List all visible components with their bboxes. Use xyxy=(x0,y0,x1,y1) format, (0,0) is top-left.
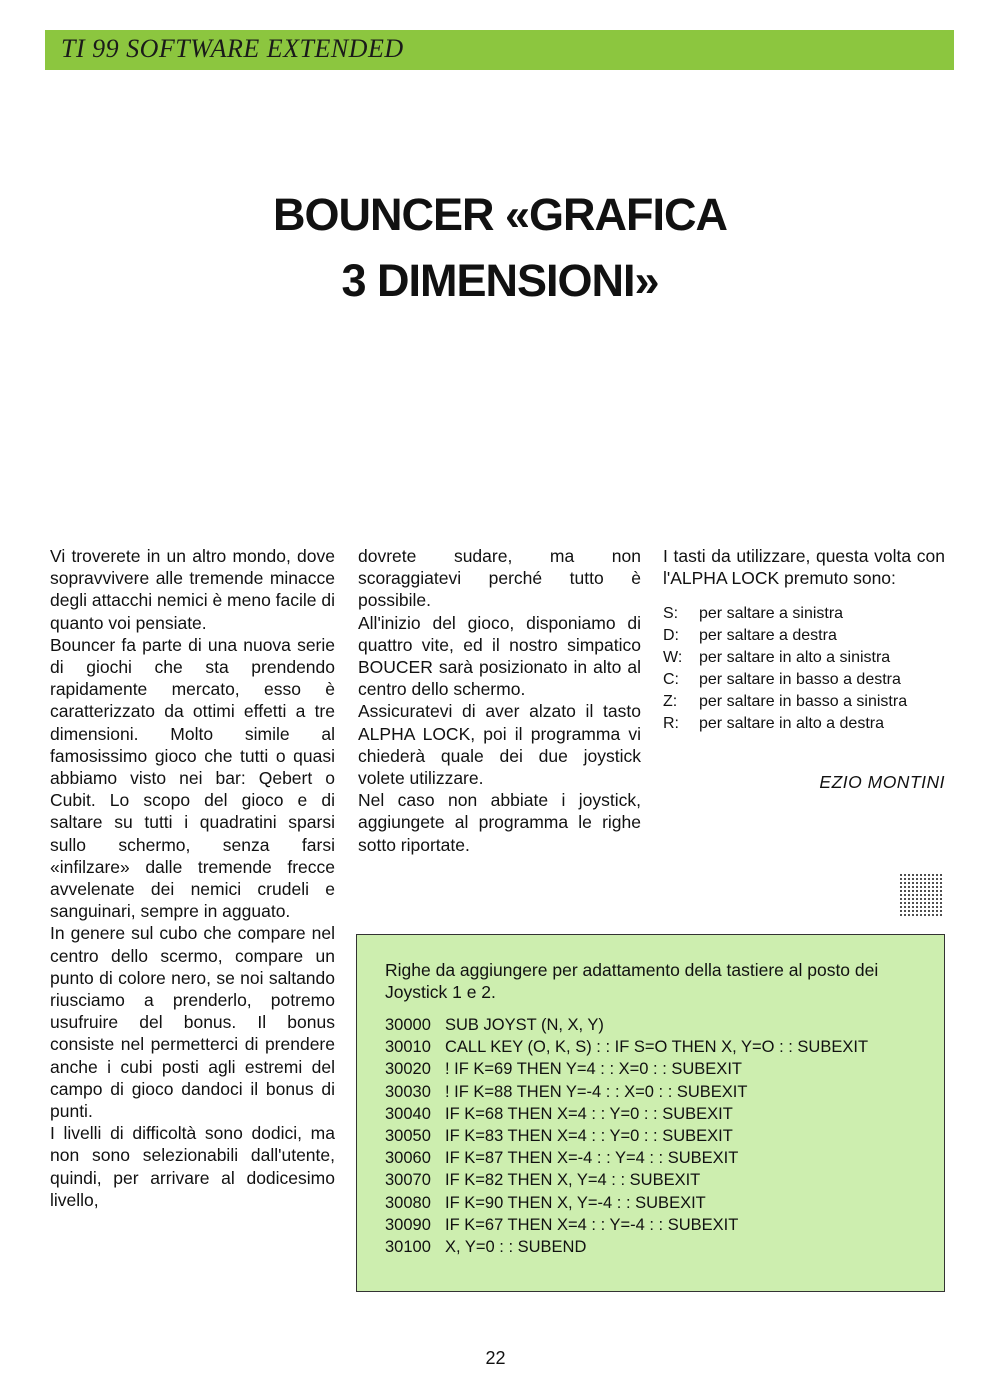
line-code: X, Y=0 : : SUBEND xyxy=(445,1238,587,1257)
key-label: D: xyxy=(663,627,679,645)
article-title-line-1: BOUNCER «GRAFICA xyxy=(272,189,728,240)
key-row xyxy=(663,647,945,669)
key-row xyxy=(663,691,945,713)
key-description: per saltare in alto a sinistra xyxy=(699,649,891,667)
paragraph: All'inizio del gioco, disponiamo di quattro vite, ed il nostro simpatico BOUCER sarà posizionato in alto al centro dello schermo. xyxy=(358,612,641,700)
line-number: 30040 xyxy=(385,1104,431,1123)
line-code: IF K=68 THEN X=4 : : Y=0 : : SUBEXIT xyxy=(445,1104,733,1123)
line-number: 30060 xyxy=(385,1149,431,1168)
line-number: 30100 xyxy=(385,1238,431,1257)
key-label: Z: xyxy=(663,693,678,711)
code-line xyxy=(381,1147,920,1169)
line-code: SUB JOYST (N, X, Y) xyxy=(445,1016,604,1034)
key-description: per saltare a destra xyxy=(699,627,837,645)
code-listing-box xyxy=(356,934,945,1292)
text-column-3 xyxy=(663,545,945,794)
paragraph: Bouncer fa parte di una nuova serie di giochi che sta prendendo rapidamente mercato, esso è caratterizzato da ottimi effetti a tre dimensioni. Molto simile al famosissimo gioco che tutti o quasi abbiamo visto nei bar: Qebert o Cubit. Lo scopo del gioco e di saltare su tutti i quadratini sparsi sullo schermo, senza farsi «infilzare» dalle tremende frecce avvelenate dei nemici crudeli e sanguinari, sempre in agguato. xyxy=(50,634,335,922)
code-line xyxy=(381,1192,920,1214)
line-code: CALL KEY (O, K, S) : : IF S=O THEN X, Y=O : : SUBEXIT xyxy=(445,1038,869,1057)
line-code: ! IF K=88 THEN Y=-4 : : X=0 : : SUBEXIT xyxy=(445,1082,748,1101)
key-row xyxy=(663,625,945,647)
page-number: 22 xyxy=(485,1348,506,1368)
author-name: EZIO MONTINI xyxy=(819,772,945,793)
line-number: 30000 xyxy=(385,1016,431,1034)
paragraph: Assicuratevi di aver alzato il tasto ALPHA LOCK, poi il programma vi chiederà quale dei due joystick volete utilizzare. xyxy=(358,701,641,789)
code-line xyxy=(381,1014,920,1036)
code-line xyxy=(381,1169,920,1191)
key-description: per saltare in basso a destra xyxy=(699,671,901,689)
text-column-1 xyxy=(50,545,335,1211)
key-description: per saltare in alto a destra xyxy=(699,715,884,733)
line-code: IF K=67 THEN X=4 : : Y=-4 : : SUBEXIT xyxy=(445,1215,739,1234)
key-row xyxy=(663,713,945,735)
running-header-band xyxy=(45,30,954,70)
key-row xyxy=(663,669,945,691)
code-line xyxy=(381,1103,920,1125)
line-code: IF K=83 THEN X=4 : : Y=0 : : SUBEXIT xyxy=(445,1127,733,1146)
key-row xyxy=(663,603,945,625)
key-label: R: xyxy=(663,715,679,733)
line-number: 30050 xyxy=(385,1127,431,1146)
paragraph: I livelli di difficoltà sono dodici, ma non sono selezionabili dall'utente, quindi, per arrivare al dodicesimo livello, xyxy=(50,1123,335,1210)
key-description: per saltare a sinistra xyxy=(699,605,844,623)
article-title-line-2: 3 DIMENSIONI» xyxy=(341,255,659,306)
paragraph: Vi troverete in un altro mondo, dove sopravvivere alle tremende minacce degli attacchi nemici è meno facile di quanto voi pensiate. xyxy=(50,546,336,633)
line-number: 30070 xyxy=(385,1171,431,1190)
end-of-article-dot-pattern xyxy=(899,873,943,917)
key-label: C: xyxy=(663,671,679,689)
text-column-2 xyxy=(358,545,641,856)
code-line xyxy=(381,1036,920,1058)
line-code: IF K=90 THEN X, Y=-4 : : SUBEXIT xyxy=(445,1193,706,1212)
line-code: IF K=87 THEN X=-4 : : Y=4 : : SUBEXIT xyxy=(445,1149,739,1168)
code-line xyxy=(381,1058,920,1080)
key-list xyxy=(663,603,945,735)
code-line xyxy=(381,1081,920,1103)
code-line xyxy=(381,1125,920,1147)
keys-intro: I tasti da utilizzare, questa volta con l'ALPHA LOCK premuto sono: xyxy=(663,546,945,589)
code-line xyxy=(381,1236,920,1258)
running-title: TI 99 SOFTWARE EXTENDED xyxy=(61,34,404,63)
key-description: per saltare in basso a sinistra xyxy=(699,693,908,711)
line-number: 30080 xyxy=(385,1193,431,1212)
article-title xyxy=(0,182,991,314)
key-label: W: xyxy=(663,649,683,667)
line-number: 30030 xyxy=(385,1082,431,1101)
code-listing-title: Righe da aggiungere per adattamento della tastiere al posto dei Joystick 1 e 2. xyxy=(385,960,879,1002)
line-number: 30090 xyxy=(385,1215,431,1234)
line-code: ! IF K=69 THEN Y=4 : : X=0 : : SUBEXIT xyxy=(445,1060,742,1079)
line-number: 30010 xyxy=(385,1038,431,1057)
line-code: IF K=82 THEN X, Y=4 : : SUBEXIT xyxy=(445,1171,701,1190)
line-number: 30020 xyxy=(385,1060,431,1079)
paragraph: dovrete sudare, ma non scoraggiatevi perché tutto è possibile. xyxy=(358,546,641,611)
code-line xyxy=(381,1214,920,1236)
paragraph: In genere sul cubo che compare nel centro dello scermo, compare un punto di colore nero, se noi saltando riusciamo a prenderlo, potremo usufruire del bonus. Il bonus consiste nel permetterci di prendere anche i cubi posti agli estremi del campo di gioco dandoci il bonus di punti. xyxy=(50,923,335,1122)
key-label: S: xyxy=(663,605,679,623)
paragraph: Nel caso non abbiate i joystick, aggiungete al programma le righe sotto riportate. xyxy=(358,790,641,855)
